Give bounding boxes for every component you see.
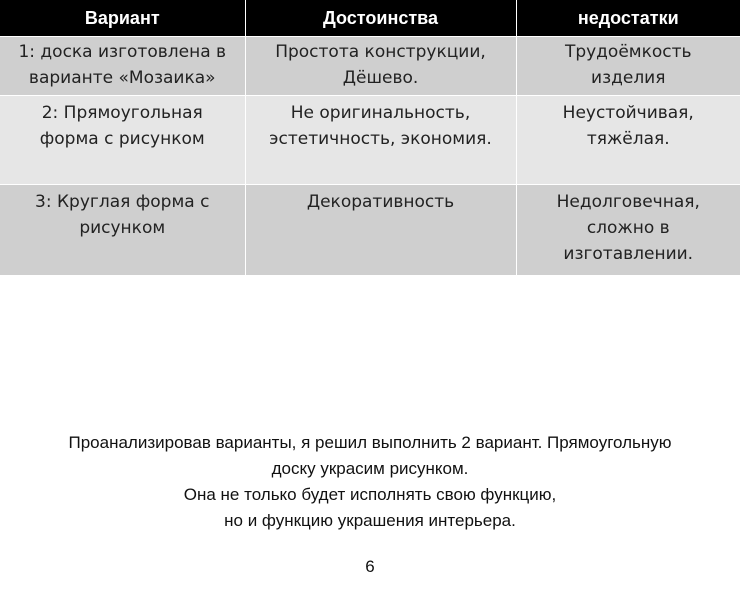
cell-line: 1: доска изготовлена в bbox=[18, 42, 227, 62]
cell-line: форма с рисунком bbox=[39, 129, 205, 149]
cell-line: варианте «Мозаика» bbox=[28, 68, 216, 88]
header-advantages: Достоинства bbox=[245, 0, 516, 37]
cell-line: изделия bbox=[591, 68, 666, 88]
comparison-table bbox=[0, 0, 740, 276]
advantages-cell bbox=[245, 96, 516, 185]
conclusion-line: доску украсим рисунком. bbox=[271, 459, 469, 478]
cell-line: Не оригинальность, bbox=[290, 103, 471, 123]
disadvantages-cell bbox=[516, 185, 740, 276]
advantages-cell bbox=[245, 37, 516, 96]
cell-line: сложно в bbox=[586, 218, 670, 238]
cell-line: Недолговечная, bbox=[556, 192, 700, 212]
advantages-cell bbox=[245, 185, 516, 276]
cell-line: Неустойчивая, bbox=[562, 103, 694, 123]
table-row bbox=[0, 37, 740, 96]
table-row bbox=[0, 185, 740, 276]
cell-line: 3: Круглая форма с bbox=[35, 192, 210, 212]
header-disadvantages: недостатки bbox=[516, 0, 740, 37]
table-header bbox=[0, 0, 740, 37]
cell-line: Простота конструкции, bbox=[275, 42, 486, 62]
cell-line: Трудоёмкость bbox=[564, 42, 692, 62]
disadvantages-cell bbox=[516, 96, 740, 185]
conclusion-line: Проанализировав варианты, я решил выполнить 2 вариант. Прямоугольную bbox=[68, 433, 672, 452]
cell-line: рисунком bbox=[79, 218, 166, 238]
cell-line: 2: Прямоугольная bbox=[41, 103, 203, 123]
page-number: 6 bbox=[365, 557, 375, 576]
conclusion-text bbox=[0, 430, 740, 534]
disadvantages-cell bbox=[516, 37, 740, 96]
header-variant: Вариант bbox=[0, 0, 245, 37]
cell-line: эстетичность, экономия. bbox=[269, 129, 492, 149]
variant-cell bbox=[0, 96, 245, 185]
cell-line: тяжёлая. bbox=[586, 129, 670, 149]
table-row bbox=[0, 96, 740, 185]
cell-line: Декоративность bbox=[306, 192, 455, 212]
conclusion-line: Она не только будет исполнять свою функцию, bbox=[183, 485, 557, 504]
cell-line: Дёшево. bbox=[342, 68, 419, 88]
conclusion-line: но и функцию украшения интерьера. bbox=[224, 511, 516, 530]
variant-cell bbox=[0, 37, 245, 96]
cell-line: изготавлении. bbox=[563, 244, 694, 264]
table-body bbox=[0, 37, 740, 276]
variant-cell bbox=[0, 185, 245, 276]
header-row bbox=[0, 0, 740, 37]
